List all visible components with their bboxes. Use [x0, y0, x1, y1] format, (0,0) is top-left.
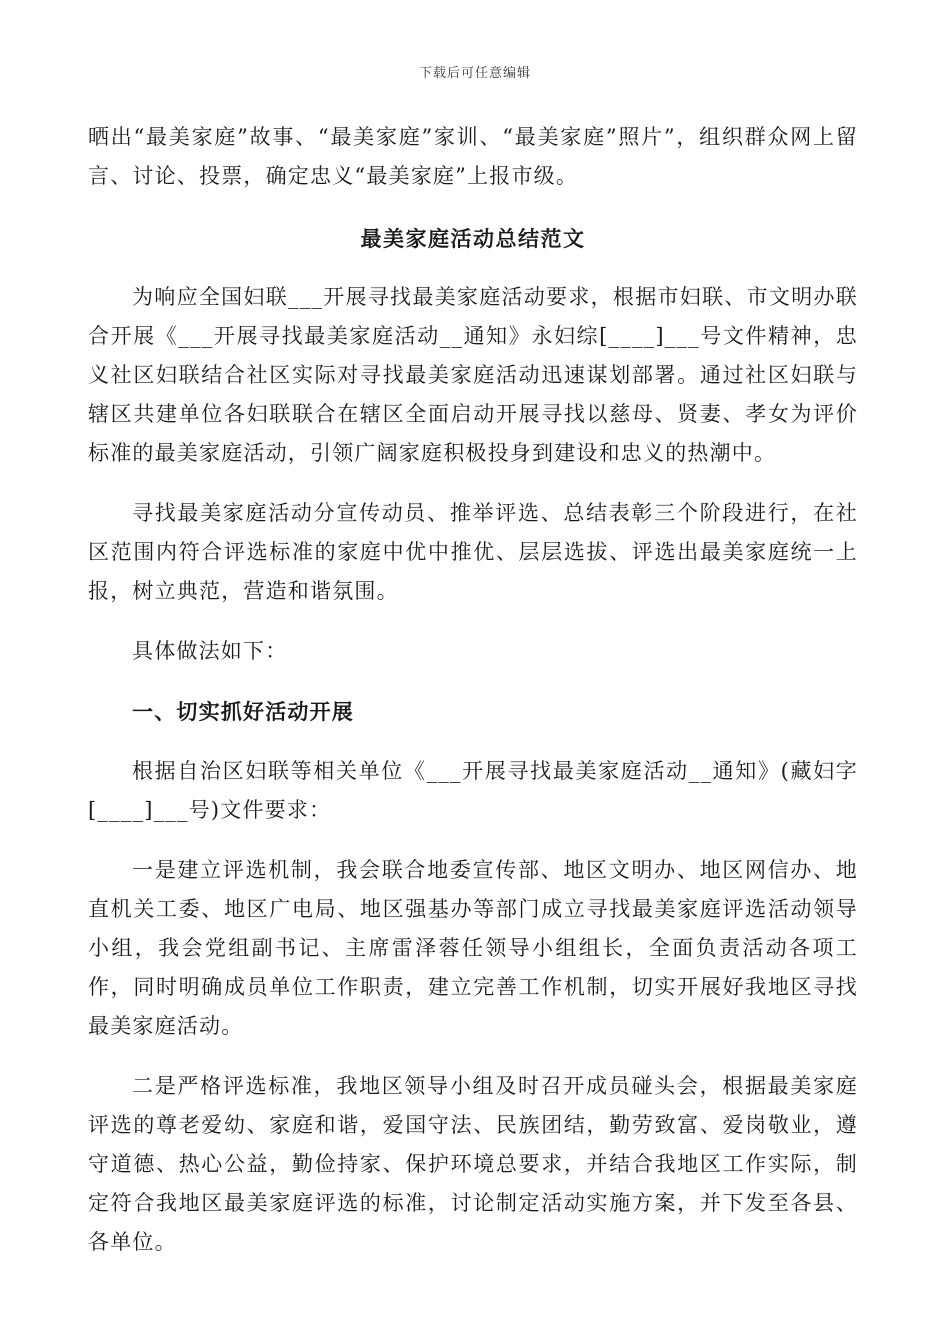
intro-paragraph: 晒出“最美家庭”故事、“最美家庭”家训、“最美家庭”照片”，组织群众网上留言、讨论、投票，确定忠义“最美家庭”上报市级。	[88, 125, 858, 188]
section-paragraph-3: 二是严格评选标准，我地区领导小组及时召开成员碰头会，根据最美家庭评选的尊老爱幼、家庭和谐，爱国守法、民族团结，勤劳致富、爱岗敬业，遵守道德、热心公益，勤俭持家、保护环境总要求，并结合我地区工作实际，制定符合我地区最美家庭评选的标准，讨论制定活动实施方案，并下发至各县、各单位。	[88, 1074, 858, 1254]
paragraph-3: 具体做法如下：	[132, 639, 288, 663]
document-body	[88, 118, 858, 1262]
document-title: 最美家庭活动总结范文	[360, 226, 586, 251]
section-paragraph-2: 一是建立评选机制，我会联合地委宣传部、地区文明办、地区网信办、地直机关工委、地区广电局、地区强基办等部门成立寻找最美家庭评选活动领导小组，我会党组副书记、主席雷泽蓉任领导小组组长，全面负责活动各项工作，同时明确成员单位工作职责，建立完善工作机制，切实开展好我地区寻找最美家庭活动。	[88, 858, 858, 1038]
paragraph-1: 为响应全国妇联___开展寻找最美家庭活动要求，根据市妇联、市文明办联合开展《___开展寻找最美家庭活动__通知》永妇综[____]___号文件精神，忠义社区妇联结合社区实际对寻找最美家庭活动迅速谋划部署。通过社区妇联与辖区共建单位各妇联联合在辖区全面启动开展寻找以慈母、贤妻、孝女为评价标准的最美家庭活动，引领广阔家庭积极投身到建设和忠义的热潮中。	[88, 285, 858, 465]
section-heading: 一、切实抓好活动开展	[132, 699, 354, 724]
paragraph-2: 寻找最美家庭活动分宣传动员、推举评选、总结表彰三个阶段进行，在社区范围内符合评选标准的家庭中优中推优、层层选拔、评选出最美家庭统一上报，树立典范，营造和谐氛围。	[88, 501, 858, 603]
download-note: 下载后可任意编辑	[418, 66, 531, 81]
section-paragraph-1: 根据自治区妇联等相关单位《___开展寻找最美家庭活动__通知》(藏妇字[____]___号)文件要求：	[88, 759, 858, 822]
